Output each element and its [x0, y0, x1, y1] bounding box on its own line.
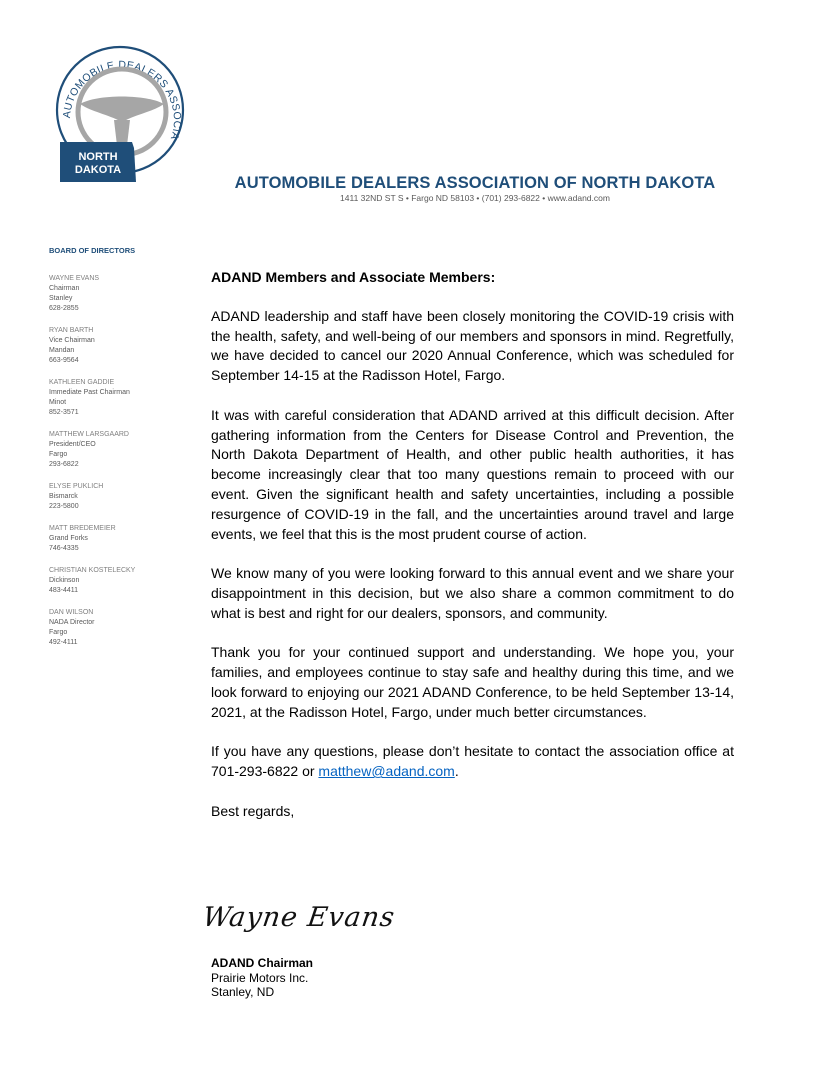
signer-company: Prairie Motors Inc. [211, 970, 309, 985]
paragraph: Thank you for your continued support and understanding. We hope you, your families, and employees continue to stay safe and healthy during this time, and we look forward to enjoying our 2021 ADAND Conference, to be held September 13-14, 2021, at the Radisson Hotel, Fargo, under much better circumstances. [211, 644, 734, 720]
handwritten-signature [204, 896, 434, 940]
organization-title: AUTOMOBILE DEALERS ASSOCIATION OF NORTH DAKOTA [234, 174, 716, 192]
signature-text: Wayne Evans [204, 902, 398, 933]
director-name: WAYNE EVANS [49, 275, 100, 282]
contact-text: If you have any questions, please don’t hesitate to contact the association office at 701-293-6822 or [211, 743, 734, 780]
paragraph: We know many of you were looking forward to this annual event and we share your disappointment in this decision, but we also share a common commitment to do what is best and right for our dealers, sponsors, and community. [211, 565, 734, 621]
director-role: Chairman [49, 285, 80, 292]
director-name: RYAN BARTH [49, 327, 94, 334]
email-link[interactable]: matthew@adand.com [318, 763, 455, 780]
letter-body [211, 268, 734, 822]
director-entry [49, 430, 179, 470]
director-name: DAN WILSON [49, 609, 94, 616]
director-name: MATTHEW LARSGAARD [49, 431, 129, 438]
director-phone: 293-6822 [49, 461, 79, 468]
paragraph: It was with careful consideration that ADAND arrived at this difficult decision. After gathering information from the Centers for Disease Control and Prevention, the North Dakota Department of Health, and other public health authorities, it has become increasingly clear that too many questions remain to proceed with our event. Given the significant health and safety uncertainties, including a possible resurgence of COVID-19 in the fall, and the uncertainties around travel and large events, we feel that this is the most prudent course of action. [211, 406, 734, 542]
director-city: Minot [49, 399, 67, 406]
director-entry [49, 326, 179, 366]
director-name: KATHLEEN GADDIE [49, 379, 115, 386]
contact-paragraph [211, 742, 734, 782]
closing: Best regards, [211, 802, 295, 819]
director-phone: 483-4411 [49, 587, 79, 594]
director-entry [49, 378, 179, 418]
signer-location: Stanley, ND [211, 985, 275, 999]
director-city: Stanley [49, 295, 73, 302]
director-city: Grand Forks [49, 535, 88, 542]
director-entry [49, 524, 179, 554]
director-role: Vice Chairman [49, 337, 95, 344]
paragraph: ADAND leadership and staff have been closely monitoring the COVID-19 crisis with the health, safety, and well-being of our members and sponsors in mind. Regretfully, we have decided to cancel our 2020 Annual Conference, which was scheduled for September 14-15 at the Radisson Hotel, Fargo. [211, 307, 734, 384]
director-phone: 628-2855 [49, 305, 79, 312]
director-name: ELYSE PUKLICH [49, 483, 104, 490]
director-entry [49, 608, 179, 648]
director-entry [49, 274, 179, 314]
director-city: Fargo [49, 451, 68, 458]
director-city: Dickinson [49, 577, 80, 584]
director-city: Mandan [49, 347, 75, 354]
director-city: Bismarck [49, 493, 78, 500]
director-phone: 746-4335 [49, 545, 79, 552]
organization-address: 1411 32ND ST S • Fargo ND 58103 • (701) 293-6822 • www.adand.com [340, 193, 610, 203]
director-entry [49, 482, 179, 512]
director-phone: 663-9564 [49, 357, 79, 364]
director-phone: 852-3571 [49, 409, 79, 416]
director-role: President/CEO [49, 441, 96, 448]
director-phone: 492-4111 [49, 639, 78, 646]
salutation: ADAND Members and Associate Members: [211, 269, 496, 285]
director-phone: 223-5800 [49, 503, 79, 510]
logo-state-line2: DAKOTA [74, 164, 122, 176]
director-entry [49, 566, 179, 596]
board-of-directors [49, 246, 179, 660]
logo-state-line1: NORTH [78, 151, 118, 163]
contact-text-end: . [454, 763, 459, 780]
logo-ring-text: AUTOMOBILE DEALERS ASSOCIA [60, 59, 184, 141]
director-city: Fargo [49, 629, 68, 636]
signer-block [211, 956, 313, 1000]
signer-title: ADAND Chairman [211, 956, 314, 970]
director-name: CHRISTIAN KOSTELECKY [49, 567, 136, 574]
director-role: Immediate Past Chairman [49, 389, 130, 396]
association-logo [52, 42, 192, 192]
board-title: BOARD OF DIRECTORS [49, 246, 136, 255]
director-name: MATT BREDEMEIER [49, 525, 116, 532]
director-role: NADA Director [49, 619, 95, 626]
